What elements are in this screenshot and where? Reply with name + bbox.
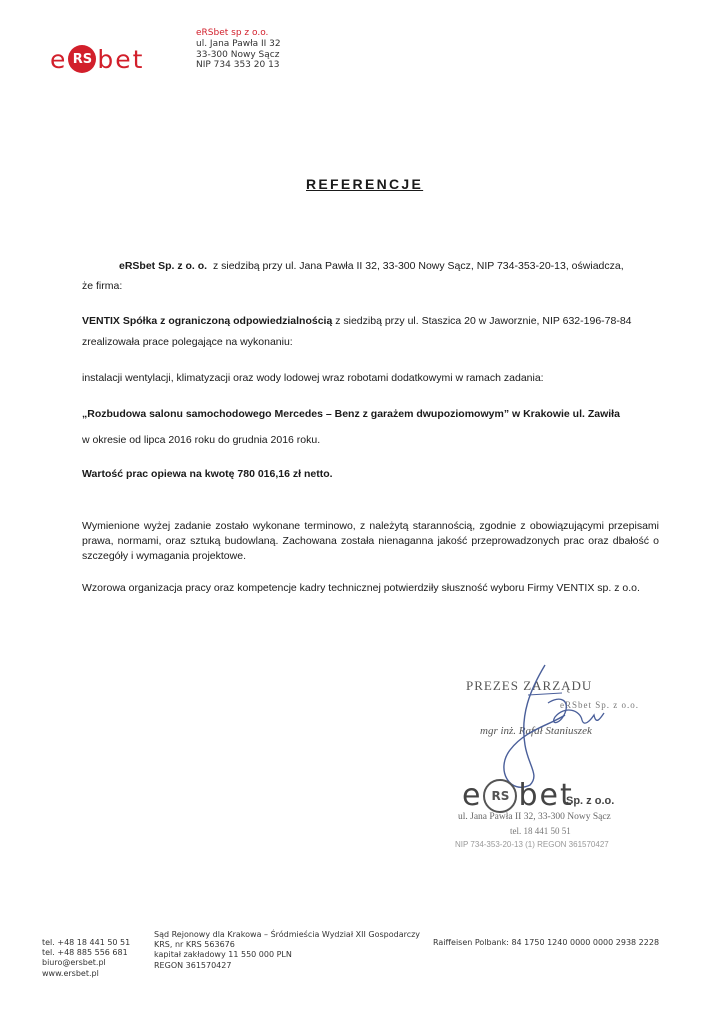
document-title: REFERENCJE — [306, 176, 424, 192]
stamp-logo-letter-e: e — [462, 778, 483, 813]
footer-capital: kapitał zakładowy 11 550 000 PLN — [154, 950, 292, 960]
stamp-spzoo: Sp. z o.o. — [566, 795, 615, 807]
ventix-line — [82, 315, 632, 327]
ventix-text: z siedzibą przy ul. Staszica 20 w Jaworznie, NIP 632-196-78-84 — [335, 315, 632, 327]
letterhead-street: ul. Jana Pawła II 32 — [196, 38, 281, 49]
stamp-company-small: eRSbet Sp. z o.o. — [560, 700, 639, 710]
intro-text: z siedzibą przy ul. Jana Pawła II 32, 33-300 Nowy Sącz, NIP 734-353-20-13, oświadcza, — [212, 260, 624, 272]
intro-company-bold: eRSbet Sp. z o. o. — [119, 260, 208, 272]
letterhead-city: 33-300 Nowy Sącz — [196, 49, 280, 60]
paragraph-quality: Wymienione wyżej zadanie zostało wykonane terminowo, z należytą starannością, zgodnie z obowiązującymi przepisami prawa, normami, oraz sztuką budowlaną. Zachowana została nienaganna jakość przeprowadzonych prac oraz dbałość o szczegóły i wymagania projektowe. — [82, 520, 659, 562]
logo-rs-circle: RS — [68, 45, 96, 73]
stamp-logo-letters-bet: bet — [518, 778, 574, 813]
ventix-company-bold: VENTIX Spółka z ograniczoną odpowiedzialnością — [82, 315, 333, 327]
footer-email: biuro@ersbet.pl — [42, 958, 106, 968]
footer-registry — [154, 930, 420, 971]
period-line: w okresie od lipca 2016 roku do grudnia 2016 roku. — [82, 434, 321, 446]
letterhead-address — [196, 28, 281, 71]
footer-court: Sąd Rejonowy dla Krakowa – Śródmieścia Wydział XII Gospodarczy — [154, 930, 421, 939]
footer-contact — [42, 938, 130, 979]
scope-line: instalacji wentylacji, klimatyzacji oraz wody lodowej wraz robotami dodatkowymi w ramach zadania: — [82, 372, 544, 384]
paragraph-organization: Wzorowa organizacja pracy oraz kompetencje kadry technicznej potwierdziły słuszność wyboru Firmy VENTIX sp. z o.o. — [82, 582, 640, 594]
footer-tel-1: tel. +48 18 441 50 51 — [42, 938, 131, 947]
stamp-logo-rs-circle: RS — [483, 779, 517, 813]
letterhead-company-name: eRSbet sp z o.o. — [196, 28, 269, 38]
footer-bank: Raiffeisen Polbank: 84 1750 1240 0000 0000 2938 2228 — [433, 938, 660, 947]
stamp-address: ul. Jana Pawła II 32, 33-300 Nowy Sącz — [458, 812, 611, 822]
ventix-line-2: zrealizowała prace polegające na wykonaniu: — [82, 336, 293, 348]
stamp-signatory: mgr inż. Rafał Staniuszek — [480, 725, 592, 737]
footer-www: www.ersbet.pl — [42, 968, 99, 978]
stamp-title: PREZES ZARZĄDU — [466, 678, 593, 693]
stamp-nip-regon: NIP 734-353-20-13 (1) REGON 361570427 — [455, 840, 609, 849]
letterhead-nip: NIP 734 353 20 13 — [196, 60, 280, 71]
intro-line-2: że firma: — [82, 280, 123, 292]
logo-letters-bet: bet — [97, 44, 145, 74]
project-line: „Rozbudowa salonu samochodowego Mercedes – Benz z garażem dwupoziomowym” w Krakowie ul. Zawiła — [82, 408, 620, 420]
footer-krs: KRS, nr KRS 563676 — [154, 940, 235, 950]
stamp-logo — [462, 778, 574, 813]
ersbet-logo — [50, 44, 144, 74]
value-line: Wartość prac opiewa na kwotę 780 016,16 zł netto. — [82, 468, 333, 480]
stamp-tel: tel. 18 441 50 51 — [510, 826, 571, 836]
intro-line — [119, 260, 624, 272]
footer-regon: REGON 361570427 — [154, 960, 232, 970]
logo-letter-e: e — [50, 44, 68, 74]
footer-tel-2: tel. +48 885 556 681 — [42, 948, 128, 958]
